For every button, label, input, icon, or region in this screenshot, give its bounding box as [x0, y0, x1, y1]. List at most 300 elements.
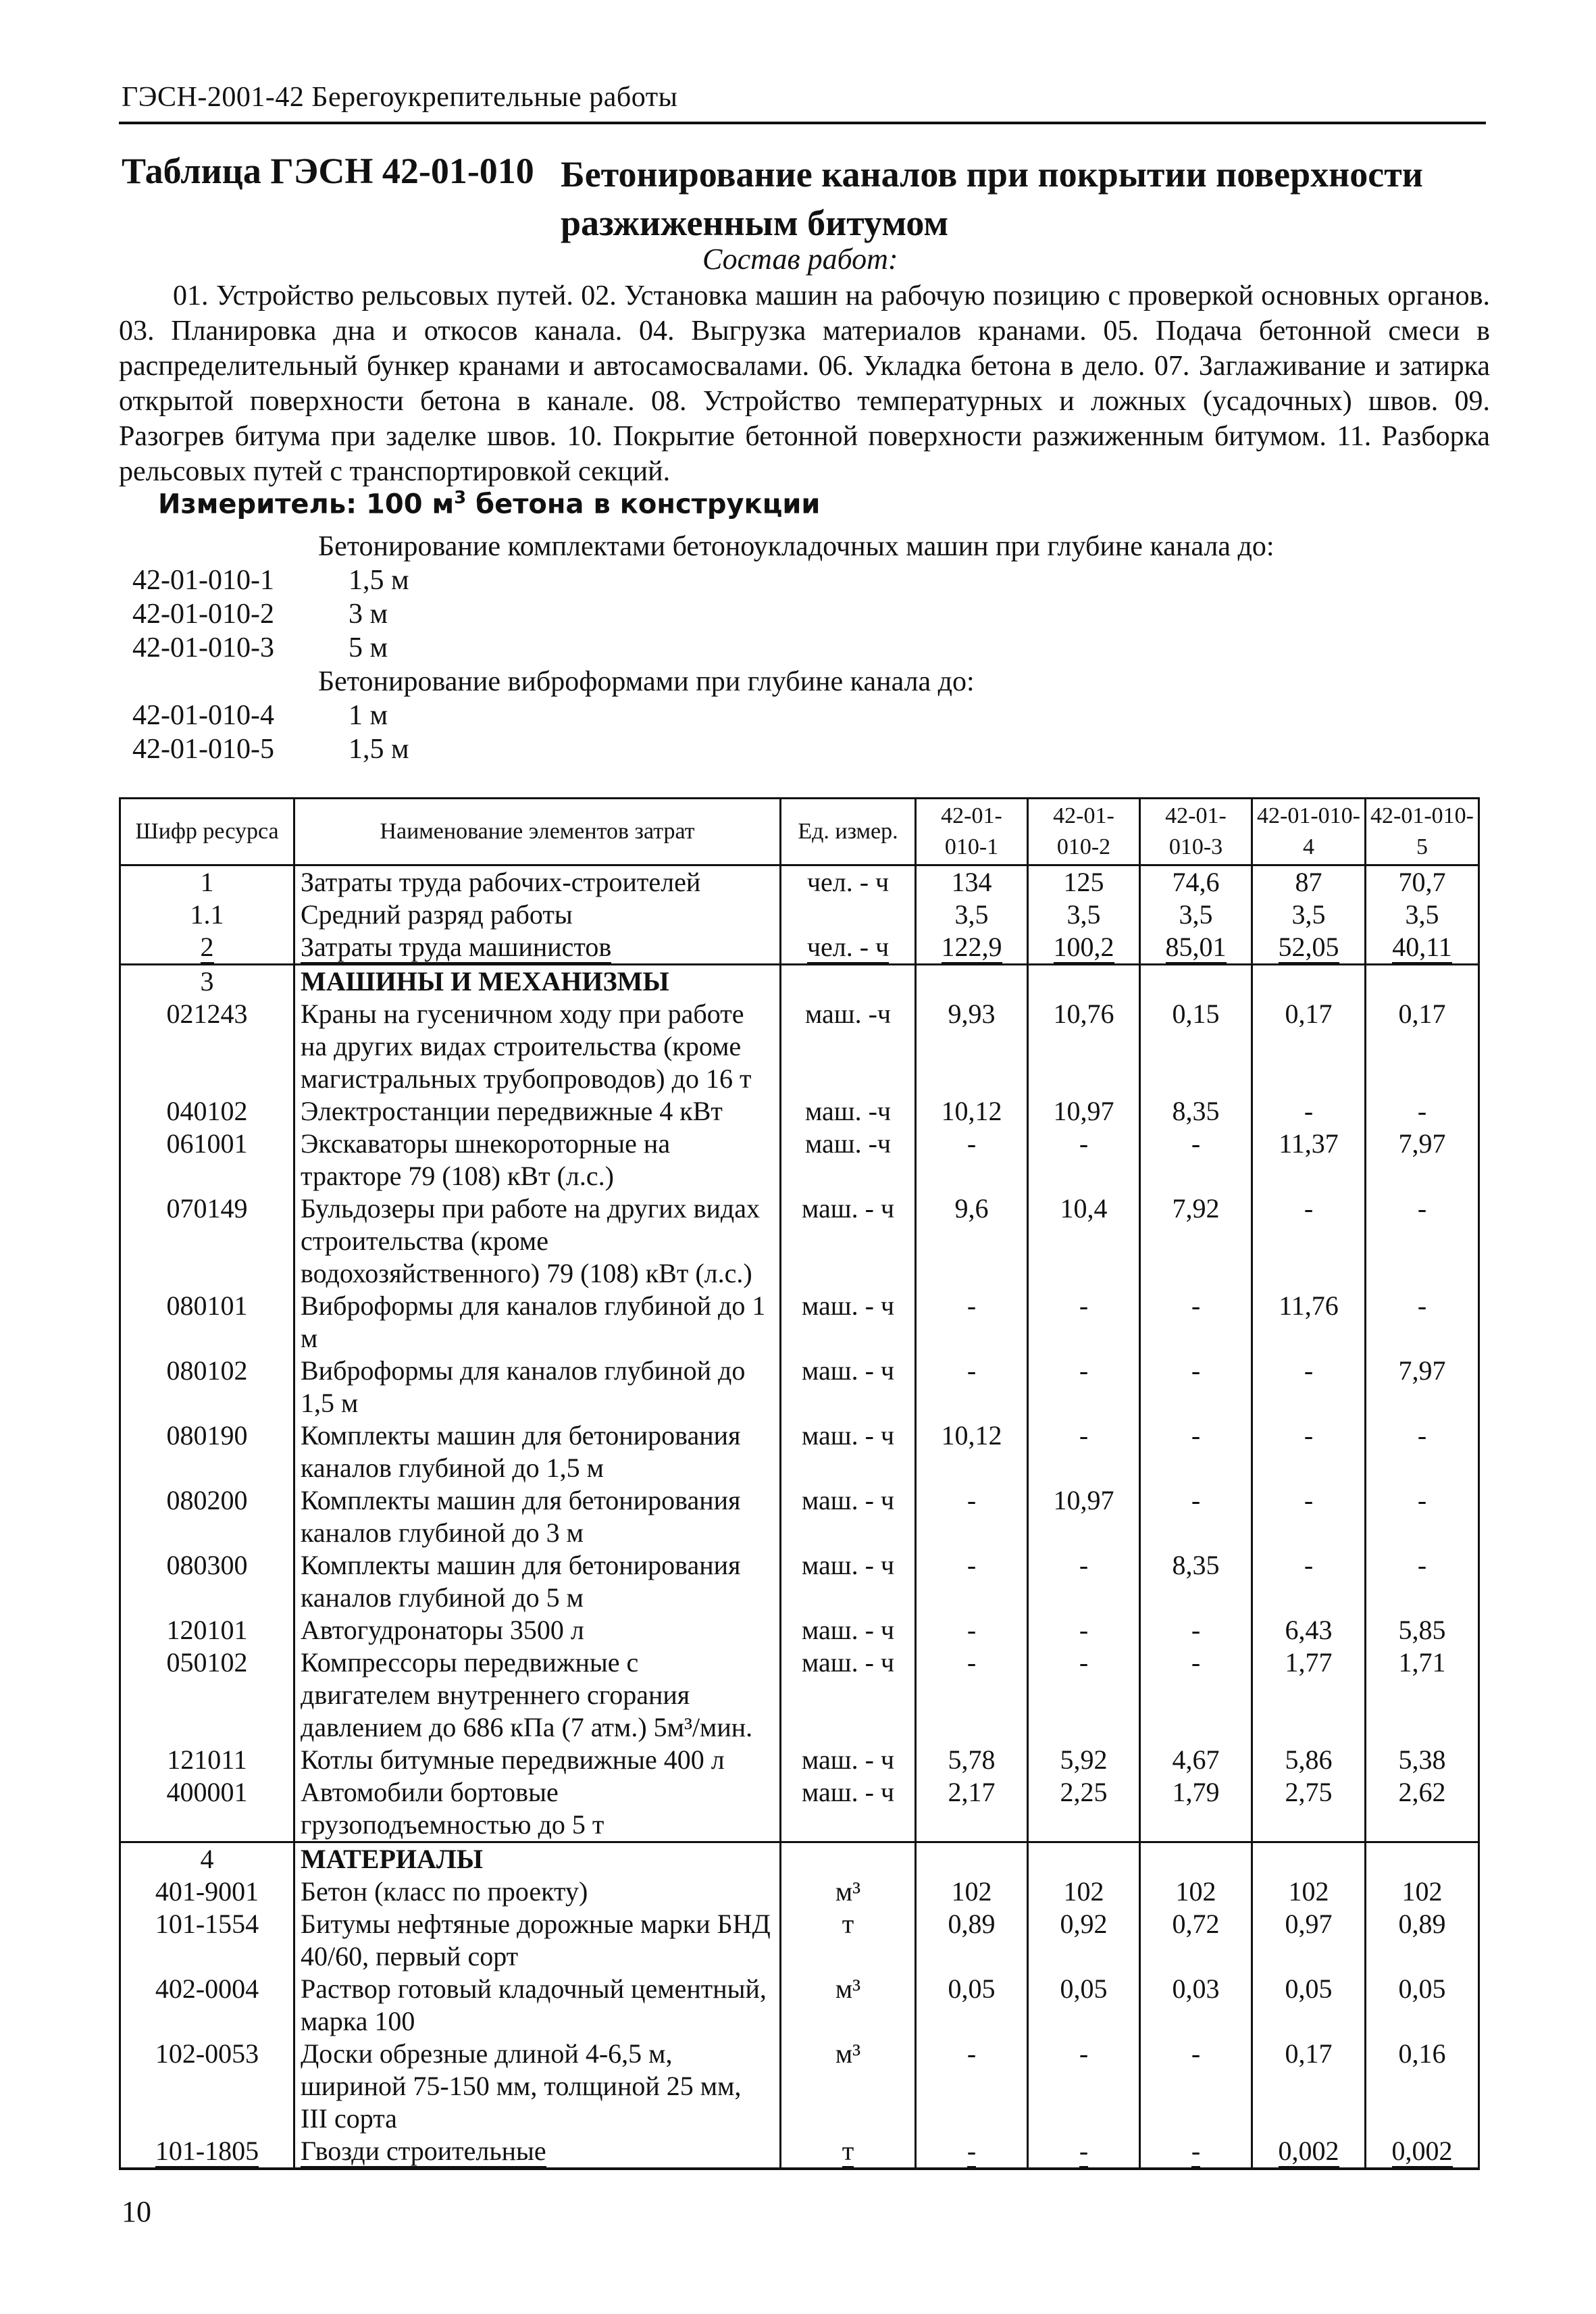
cell-value-text: -	[1191, 1647, 1201, 1678]
cell-value	[1366, 1290, 1479, 1355]
variant-depth: 1,5 м	[349, 734, 409, 765]
cell-value	[1252, 865, 1366, 899]
cell-value-text: 102	[1288, 1876, 1329, 1907]
cell-value-text: -	[1079, 1647, 1089, 1678]
cell-unit	[781, 1095, 916, 1128]
cell-code-text: 080101	[166, 1290, 248, 1321]
cell-name	[294, 1095, 781, 1128]
cell-code	[120, 899, 294, 931]
cell-value-text: -	[1079, 1550, 1089, 1580]
cell-value-text: -	[1079, 1615, 1089, 1645]
cell-code	[120, 2038, 294, 2135]
cell-code	[120, 1290, 294, 1355]
cell-code	[120, 931, 294, 965]
running-header: ГЭСН-2001-42 Берегоукрепительные работы	[122, 82, 678, 113]
cell-value-text: -	[1079, 2136, 1089, 2166]
cell-value	[1140, 965, 1252, 999]
cell-unit-text: маш. - ч	[801, 1550, 895, 1580]
cell-value-text: -	[1191, 1615, 1201, 1645]
cell-unit	[781, 1128, 916, 1192]
header-unit: Ед. измер.	[781, 799, 916, 865]
cell-value	[1366, 1646, 1479, 1744]
cell-value	[1028, 1614, 1140, 1646]
table-row	[120, 965, 1479, 999]
cell-name-text: Экскаваторы шнекороторные на тракторе 79 (108) кВт (л.с.)	[301, 1128, 671, 1191]
variant-heading: Бетонирование виброформами при глубине канала до:	[318, 666, 975, 697]
cell-value-text: -	[1079, 2038, 1089, 2069]
cell-code	[120, 1842, 294, 1876]
cell-value	[916, 1095, 1028, 1128]
cell-code	[120, 2135, 294, 2169]
cell-name	[294, 1842, 781, 1876]
cell-value	[1140, 1744, 1252, 1776]
cell-value	[1028, 1095, 1140, 1128]
cell-value-text: 85,01	[1165, 932, 1227, 962]
cell-value	[1366, 1908, 1479, 1973]
cell-name	[294, 1744, 781, 1776]
cell-value-text: 0,97	[1285, 1909, 1333, 1939]
table-row	[120, 1095, 1479, 1128]
cell-unit	[781, 931, 916, 965]
cell-value-text: 70,7	[1398, 867, 1446, 897]
cell-value-text: 8,35	[1172, 1096, 1220, 1126]
cell-value-text: 3,5	[1066, 899, 1101, 930]
cell-value	[1366, 1355, 1479, 1419]
cell-value	[916, 1908, 1028, 1973]
cell-value	[1252, 1973, 1366, 2038]
cell-name-text: Краны на гусеничном ходу при работе на других видах строительства (кроме магистральных трубопроводов) до 16 т	[301, 999, 752, 1094]
table-row	[120, 1549, 1479, 1614]
cell-value-text: 0,03	[1172, 1973, 1220, 2004]
cell-value	[1028, 998, 1140, 1095]
cell-unit-text: маш. -ч	[804, 999, 892, 1029]
cell-value	[916, 865, 1028, 899]
table-row	[120, 1614, 1479, 1646]
table-title: Бетонирование каналов при покрытии поверхности разжиженным битумом	[561, 154, 1423, 243]
cell-unit	[781, 1290, 916, 1355]
cell-value	[916, 965, 1028, 999]
cell-unit	[781, 1419, 916, 1484]
cell-value-text: 9,93	[948, 999, 996, 1029]
cell-value-text: 0,05	[1285, 1973, 1333, 2004]
cell-value	[1252, 1614, 1366, 1646]
cell-value	[1028, 1876, 1140, 1908]
cell-value-text: -	[1304, 1355, 1314, 1386]
cell-value	[916, 1776, 1028, 1842]
cell-name	[294, 998, 781, 1095]
cell-code	[120, 1614, 294, 1646]
cell-value	[1028, 1973, 1140, 2038]
cell-value-text: -	[967, 1290, 977, 1321]
cell-value	[1366, 2038, 1479, 2135]
cell-value-text: -	[1191, 2038, 1201, 2069]
cell-value-text: -	[967, 1550, 977, 1580]
cell-name	[294, 1192, 781, 1290]
cell-value	[1028, 931, 1140, 965]
header-column: 42-01-010-1	[916, 799, 1028, 865]
cell-unit-text: маш. -ч	[804, 1096, 892, 1126]
cell-unit-text: чел. - ч	[806, 932, 890, 962]
cell-value-text: -	[1191, 1420, 1201, 1451]
cell-value-text: 87	[1295, 867, 1322, 897]
cell-unit-text: м³	[835, 2038, 861, 2069]
cell-name	[294, 1973, 781, 2038]
cell-value-text: -	[1304, 1485, 1314, 1515]
cell-value	[1140, 1876, 1252, 1908]
cell-value-text: 0,05	[1060, 1973, 1108, 2004]
cell-value	[1252, 1842, 1366, 1876]
table-row	[120, 1355, 1479, 1419]
cell-name-text: Комплекты машин для бетонирования каналов глубиной до 1,5 м	[301, 1420, 741, 1483]
cell-value-text: -	[1079, 1420, 1089, 1451]
cell-code-text: 061001	[166, 1128, 248, 1159]
cell-value-text: 5,78	[948, 1744, 996, 1775]
cell-value-text: 0,17	[1398, 999, 1446, 1029]
cell-value	[1366, 865, 1479, 899]
cell-code-text: 3	[200, 966, 214, 997]
cell-value-text: 0,16	[1398, 2038, 1446, 2069]
cell-code-text: 040102	[166, 1096, 248, 1126]
cell-code	[120, 1744, 294, 1776]
measurer-suffix: бетона в конструкции	[466, 488, 821, 520]
cell-value	[1140, 2038, 1252, 2135]
cell-unit	[781, 1355, 916, 1419]
cell-value-text: -	[1304, 1193, 1314, 1224]
cell-name	[294, 965, 781, 999]
cell-name	[294, 1876, 781, 1908]
cell-value-text: -	[1191, 1485, 1201, 1515]
header-code: Шифр ресурса	[120, 799, 294, 865]
table-row	[120, 1842, 1479, 1876]
cell-value-text: 8,35	[1172, 1550, 1220, 1580]
cell-value-text: 102	[951, 1876, 992, 1907]
cell-value-text: 3,5	[1291, 899, 1326, 930]
cell-value	[1028, 1744, 1140, 1776]
cell-value	[1252, 1484, 1366, 1549]
cell-value-text: -	[1304, 1550, 1314, 1580]
cell-unit	[781, 865, 916, 899]
cell-value-text: 0,05	[948, 1973, 996, 2004]
cell-code	[120, 1128, 294, 1192]
cell-value	[1140, 1908, 1252, 1973]
cell-value-text: 3,5	[1179, 899, 1213, 930]
cell-value-text: 0,89	[1398, 1909, 1446, 1939]
cell-value	[1366, 1484, 1479, 1549]
variant-code: 42-01-010-3	[132, 632, 274, 663]
cell-code-text: 402-0004	[155, 1973, 259, 2004]
cell-value-text: 0,72	[1172, 1909, 1220, 1939]
cell-unit	[781, 965, 916, 999]
cell-value-text: -	[1417, 1096, 1427, 1126]
cell-value	[1366, 931, 1479, 965]
cell-value	[1028, 899, 1140, 931]
cell-value-text: 1,77	[1285, 1647, 1333, 1678]
cell-unit	[781, 1192, 916, 1290]
cell-value	[1252, 1776, 1366, 1842]
cell-unit	[781, 2038, 916, 2135]
variant-depth: 1,5 м	[349, 565, 409, 596]
cell-value	[916, 1484, 1028, 1549]
cell-value-text: 7,97	[1398, 1128, 1446, 1159]
page-number: 10	[122, 2195, 151, 2228]
cell-unit	[781, 1842, 916, 1876]
composition-heading: Состав работ:	[702, 243, 898, 276]
variant-depth: 5 м	[349, 632, 388, 663]
cell-value	[1140, 1192, 1252, 1290]
table-body	[120, 865, 1479, 2169]
cell-code	[120, 1484, 294, 1549]
table-label: Таблица ГЭСН 42-01-010	[122, 151, 534, 191]
cell-value-text: -	[1417, 1550, 1427, 1580]
cell-value-text: 10,4	[1060, 1193, 1108, 1224]
variant-depth: 3 м	[349, 599, 388, 630]
cell-value-text: 0,15	[1172, 999, 1220, 1029]
cell-value	[916, 1128, 1028, 1192]
cell-value	[916, 931, 1028, 965]
cell-value	[1028, 2135, 1140, 2169]
table-row	[120, 865, 1479, 899]
cell-value	[1252, 1744, 1366, 1776]
cell-code-text: 050102	[166, 1647, 248, 1678]
cell-unit	[781, 1549, 916, 1614]
cell-value-text: 1,79	[1172, 1777, 1220, 1807]
cell-value-text: 40,11	[1392, 932, 1452, 962]
cell-unit-text: маш. - ч	[801, 1290, 895, 1321]
cell-value-text: 11,37	[1279, 1128, 1339, 1159]
cell-value-text: 5,92	[1060, 1744, 1108, 1775]
cell-value	[916, 1355, 1028, 1419]
cell-unit	[781, 1744, 916, 1776]
cell-value-text: 7,92	[1172, 1193, 1220, 1224]
variant-row	[132, 564, 409, 597]
cell-name-text: Раствор готовый кладочный цементный, марка 100	[301, 1973, 767, 2036]
cell-value-text: 74,6	[1172, 867, 1220, 897]
cell-value	[1252, 1095, 1366, 1128]
cell-name-text: Автомобили бортовые грузоподъемностью до 5 т	[301, 1777, 604, 1840]
variant-row	[132, 598, 388, 630]
cell-unit-text: т	[842, 1909, 854, 1939]
cell-value-text: 0,92	[1060, 1909, 1108, 1939]
cell-name-text: Средний разряд работы	[301, 899, 573, 930]
table-row	[120, 1419, 1479, 1484]
cell-name	[294, 2038, 781, 2135]
cell-unit-text: м³	[835, 1876, 861, 1907]
cell-value-text: 2,25	[1060, 1777, 1108, 1807]
cell-name	[294, 1128, 781, 1192]
cell-code	[120, 998, 294, 1095]
cell-code-text: 401-9001	[155, 1876, 259, 1907]
cell-code	[120, 1776, 294, 1842]
cell-unit-text: м³	[835, 1973, 861, 2004]
cell-value-text: 102	[1175, 1876, 1216, 1907]
cell-value	[1252, 998, 1366, 1095]
cell-value	[1366, 2135, 1479, 2169]
measurer-superscript: 3	[454, 488, 467, 508]
cell-value	[916, 1614, 1028, 1646]
cell-name-text: Комплекты машин для бетонирования каналов глубиной до 3 м	[301, 1485, 741, 1548]
cell-value	[1252, 2038, 1366, 2135]
cell-value	[1140, 899, 1252, 931]
cell-value	[1028, 1549, 1140, 1614]
cell-name	[294, 1484, 781, 1549]
measurer	[158, 488, 820, 520]
cell-value	[1252, 1355, 1366, 1419]
cell-value-text: -	[1191, 2136, 1201, 2166]
cell-name	[294, 931, 781, 965]
cell-unit-text: маш. - ч	[801, 1420, 895, 1451]
cell-value	[1252, 1876, 1366, 1908]
cell-value-text: 2,17	[948, 1777, 996, 1807]
table-row	[120, 1192, 1479, 1290]
cell-unit-text: маш. - ч	[801, 1485, 895, 1515]
cell-value-text: 10,76	[1053, 999, 1114, 1029]
cell-name-text: МАТЕРИАЛЫ	[301, 1844, 483, 1874]
cell-code	[120, 1646, 294, 1744]
cell-unit-text: маш. - ч	[801, 1615, 895, 1645]
cell-value	[1366, 1614, 1479, 1646]
cell-unit-text: маш. - ч	[801, 1193, 895, 1224]
cell-value-text: -	[967, 1355, 977, 1386]
cell-code-text: 101-1805	[155, 2136, 259, 2166]
cell-value-text: -	[967, 2136, 977, 2166]
cell-value	[1366, 1973, 1479, 2038]
cell-unit-text: маш. - ч	[801, 1355, 895, 1386]
cell-name	[294, 899, 781, 931]
cell-code	[120, 1355, 294, 1419]
cell-value	[1140, 1290, 1252, 1355]
cell-value	[1366, 1419, 1479, 1484]
cell-value-text: -	[1191, 1355, 1201, 1386]
cell-unit-text: маш. - ч	[801, 1777, 895, 1807]
cell-value	[1366, 1876, 1479, 1908]
cell-value	[916, 899, 1028, 931]
cell-unit	[781, 899, 916, 931]
table-row	[120, 1484, 1479, 1549]
cell-code-text: 080102	[166, 1355, 248, 1386]
cell-unit	[781, 1908, 916, 1973]
cell-name-text: Виброформы для каналов глубиной до 1,5 м	[301, 1355, 746, 1418]
cell-value	[1028, 1776, 1140, 1842]
cell-value	[1366, 1128, 1479, 1192]
cell-value	[1140, 1646, 1252, 1744]
cell-code	[120, 965, 294, 999]
table-row	[120, 998, 1479, 1095]
cell-value-text: -	[967, 2038, 977, 2069]
cell-value	[1252, 1290, 1366, 1355]
table-row	[120, 1744, 1479, 1776]
cell-value	[1140, 1095, 1252, 1128]
resource-table	[119, 797, 1480, 2170]
cell-value-text: 5,85	[1398, 1615, 1446, 1645]
cell-value-text: 4,67	[1172, 1744, 1220, 1775]
cell-code-text: 102-0053	[155, 2038, 259, 2069]
cell-value-text: -	[967, 1647, 977, 1678]
cell-value	[1366, 965, 1479, 999]
cell-name-text: Затраты труда рабочих-строителей	[301, 867, 701, 897]
cell-value-text: 0,002	[1391, 2136, 1453, 2166]
variant-depth: 1 м	[349, 700, 388, 731]
cell-value-text: 9,6	[954, 1193, 989, 1224]
cell-code	[120, 865, 294, 899]
cell-value-text: 125	[1063, 867, 1104, 897]
cell-value-text: -	[1191, 1128, 1201, 1159]
cell-value	[916, 998, 1028, 1095]
table-row	[120, 931, 1479, 965]
cell-value-text: -	[1417, 1193, 1427, 1224]
cell-unit-text: маш. - ч	[801, 1744, 895, 1775]
cell-code	[120, 1192, 294, 1290]
cell-value-text: 0,17	[1285, 2038, 1333, 2069]
cell-value-text: 5,86	[1285, 1744, 1333, 1775]
cell-value-text: -	[1304, 1096, 1314, 1126]
cell-value	[1366, 899, 1479, 931]
cell-value	[916, 1973, 1028, 2038]
cell-name	[294, 1290, 781, 1355]
cell-name	[294, 1646, 781, 1744]
cell-name-text: МАШИНЫ И МЕХАНИЗМЫ	[301, 966, 669, 997]
cell-name	[294, 2135, 781, 2169]
cell-value	[916, 1419, 1028, 1484]
cell-value-text: 3,5	[1405, 899, 1439, 930]
cell-value	[916, 1744, 1028, 1776]
table-header-row	[120, 799, 1479, 865]
cell-value	[1028, 1128, 1140, 1192]
cell-code	[120, 1549, 294, 1614]
cell-value	[1028, 1192, 1140, 1290]
cell-code-text: 021243	[166, 999, 248, 1029]
header-column: 42-01-010-5	[1366, 799, 1479, 865]
cell-value-text: -	[1417, 1420, 1427, 1451]
cell-name-text: Виброформы для каналов глубиной до 1 м	[301, 1290, 766, 1353]
cell-value	[1140, 1973, 1252, 2038]
cell-name-text: Гвозди строительные	[301, 2136, 546, 2166]
cell-value	[1366, 1842, 1479, 1876]
cell-value	[1366, 1776, 1479, 1842]
cell-unit-text: чел. - ч	[806, 867, 890, 897]
cell-unit-text: маш. - ч	[801, 1647, 895, 1678]
cell-value-text: -	[1079, 1290, 1089, 1321]
cell-code-text: 2	[200, 932, 214, 962]
cell-value-text: 134	[951, 867, 992, 897]
cell-name-text: Комплекты машин для бетонирования каналов глубиной до 5 м	[301, 1550, 741, 1613]
cell-value-text: 5,38	[1398, 1744, 1446, 1775]
table-row	[120, 1128, 1479, 1192]
cell-value	[1252, 965, 1366, 999]
table-row	[120, 1876, 1479, 1908]
cell-value	[1028, 1419, 1140, 1484]
cell-value-text: 11,76	[1279, 1290, 1339, 1321]
cell-value	[1252, 1646, 1366, 1744]
cell-name-text: Автогудронаторы 3500 л	[301, 1615, 584, 1645]
cell-value-text: -	[967, 1485, 977, 1515]
cell-name-text: Доски обрезные длиной 4-6,5 м, шириной 75-150 мм, толщиной 25 мм, III сорта	[301, 2038, 742, 2134]
cell-value	[1140, 1355, 1252, 1419]
cell-code-text: 400001	[166, 1777, 248, 1807]
cell-code-text: 080200	[166, 1485, 248, 1515]
cell-unit-text: маш. -ч	[804, 1128, 892, 1159]
cell-value-text: 10,97	[1053, 1096, 1114, 1126]
cell-value	[916, 1549, 1028, 1614]
cell-name	[294, 1549, 781, 1614]
cell-value-text: -	[967, 1128, 977, 1159]
cell-value	[1140, 1419, 1252, 1484]
cell-value	[916, 2038, 1028, 2135]
cell-value	[1140, 1128, 1252, 1192]
cell-value	[1366, 998, 1479, 1095]
table-row	[120, 1290, 1479, 1355]
cell-value-text: 10,97	[1053, 1485, 1114, 1515]
cell-name-text: Бульдозеры при работе на других видах строительства (кроме водохозяйственного) 79 (108) кВт (л.с.)	[301, 1193, 761, 1288]
